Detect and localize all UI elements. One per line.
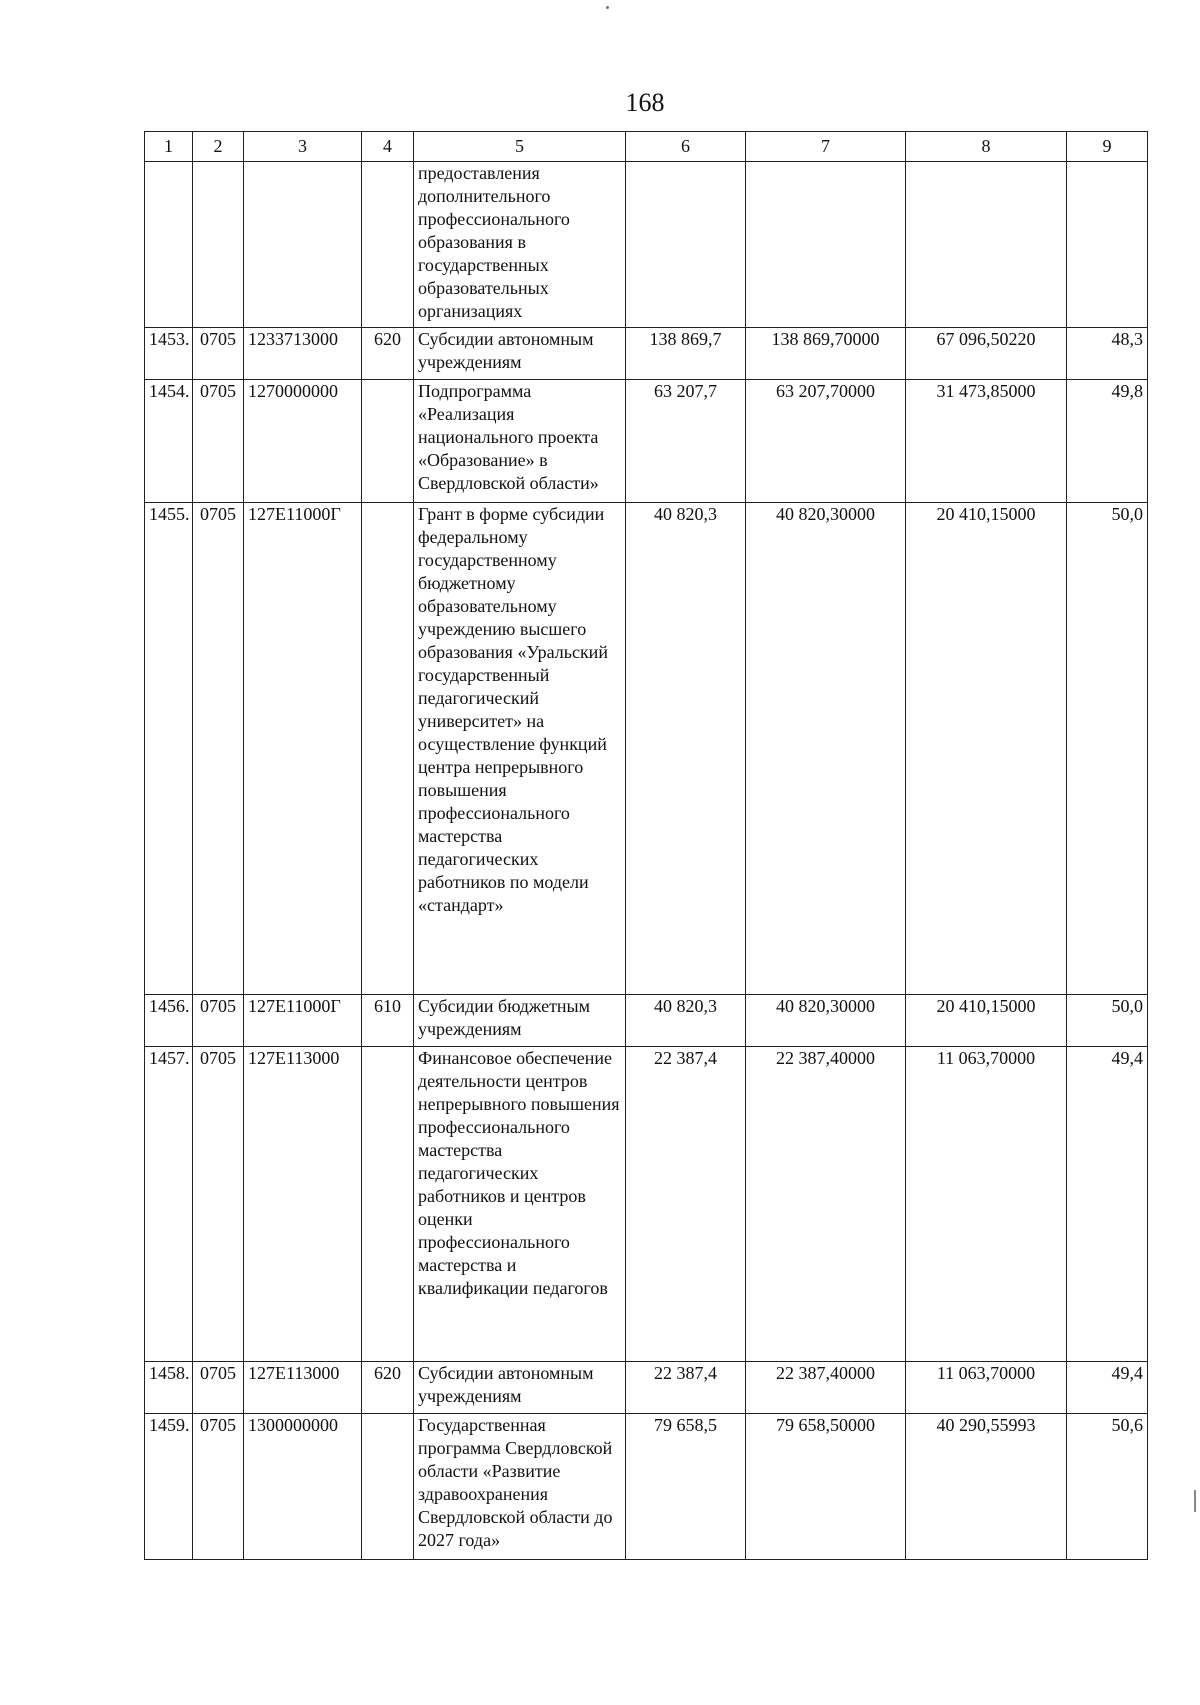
section-code: 0705 bbox=[193, 1414, 244, 1560]
value-col8: 11 063,70000 bbox=[906, 1047, 1067, 1362]
value-col7: 40 820,30000 bbox=[746, 503, 906, 995]
column-header: 9 bbox=[1067, 132, 1148, 162]
value-col7: 22 387,40000 bbox=[746, 1047, 906, 1362]
section-code: 0705 bbox=[193, 995, 244, 1047]
target-article-code: 127E11000Г bbox=[244, 995, 362, 1047]
value-col9: 48,3 bbox=[1067, 328, 1148, 380]
value-col8: 11 063,70000 bbox=[906, 1362, 1067, 1414]
value-col8: 20 410,15000 bbox=[906, 503, 1067, 995]
item-name: Субсидии автономным учреждениям bbox=[414, 1362, 626, 1414]
expense-type-code: 610 bbox=[362, 995, 414, 1047]
table-row bbox=[145, 503, 1148, 995]
value-col9 bbox=[1067, 162, 1148, 328]
value-col7 bbox=[746, 162, 906, 328]
item-name: Субсидии автономным учреждениям bbox=[414, 328, 626, 380]
target-article-code: 1300000000 bbox=[244, 1414, 362, 1560]
value-col7: 79 658,50000 bbox=[746, 1414, 906, 1560]
value-col6 bbox=[626, 162, 746, 328]
column-header: 2 bbox=[193, 132, 244, 162]
value-col9: 50,0 bbox=[1067, 995, 1148, 1047]
column-header: 8 bbox=[906, 132, 1067, 162]
item-name: Грант в форме субсидии федеральному государственному бюджетному образовательному учреждению высшего образования «Уральский государственный педагогический университет» на осуществление функций центра непрерывного повышения профессионального мастерства педагогических работников по модели «стандарт» bbox=[414, 503, 626, 995]
value-col7: 40 820,30000 bbox=[746, 995, 906, 1047]
expense-type-code bbox=[362, 162, 414, 328]
target-article-code: 127E113000 bbox=[244, 1047, 362, 1362]
target-article-code: 1233713000 bbox=[244, 328, 362, 380]
table-row bbox=[145, 328, 1148, 380]
value-col9: 49,4 bbox=[1067, 1362, 1148, 1414]
value-col6: 138 869,7 bbox=[626, 328, 746, 380]
expense-type-code bbox=[362, 1414, 414, 1560]
value-col6: 63 207,7 bbox=[626, 380, 746, 503]
expense-type-code: 620 bbox=[362, 1362, 414, 1414]
expense-type-code bbox=[362, 1047, 414, 1362]
column-header: 6 bbox=[626, 132, 746, 162]
value-col9: 49,4 bbox=[1067, 1047, 1148, 1362]
value-col9: 49,8 bbox=[1067, 380, 1148, 503]
value-col8: 67 096,50220 bbox=[906, 328, 1067, 380]
value-col7: 22 387,40000 bbox=[746, 1362, 906, 1414]
value-col8: 40 290,55993 bbox=[906, 1414, 1067, 1560]
scan-speck bbox=[606, 6, 609, 9]
value-col6: 79 658,5 bbox=[626, 1414, 746, 1560]
expense-type-code: 620 bbox=[362, 328, 414, 380]
column-header: 3 bbox=[244, 132, 362, 162]
item-name: предоставления дополнительного профессионального образования в государственных образовательных организациях bbox=[414, 162, 626, 328]
row-number: 1455. bbox=[145, 503, 193, 995]
column-header: 7 bbox=[746, 132, 906, 162]
row-number: 1456. bbox=[145, 995, 193, 1047]
table-row bbox=[145, 162, 1148, 328]
column-header: 5 bbox=[414, 132, 626, 162]
row-number bbox=[145, 162, 193, 328]
target-article-code: 1270000000 bbox=[244, 380, 362, 503]
section-code: 0705 bbox=[193, 380, 244, 503]
value-col6: 40 820,3 bbox=[626, 503, 746, 995]
expense-type-code bbox=[362, 503, 414, 995]
table-row bbox=[145, 995, 1148, 1047]
header-row bbox=[145, 132, 1148, 162]
target-article-code: 127E113000 bbox=[244, 1362, 362, 1414]
value-col7: 138 869,70000 bbox=[746, 328, 906, 380]
row-number: 1458. bbox=[145, 1362, 193, 1414]
value-col8: 31 473,85000 bbox=[906, 380, 1067, 503]
value-col8: 20 410,15000 bbox=[906, 995, 1067, 1047]
target-article-code bbox=[244, 162, 362, 328]
table-row bbox=[145, 1047, 1148, 1362]
row-number: 1454. bbox=[145, 380, 193, 503]
value-col9: 50,6 bbox=[1067, 1414, 1148, 1560]
column-header: 1 bbox=[145, 132, 193, 162]
page-number: 168 bbox=[625, 88, 665, 117]
value-col6: 22 387,4 bbox=[626, 1362, 746, 1414]
row-number: 1457. bbox=[145, 1047, 193, 1362]
scan-margin-mark bbox=[1194, 1490, 1196, 1512]
section-code: 0705 bbox=[193, 328, 244, 380]
value-col8 bbox=[906, 162, 1067, 328]
row-number: 1453. bbox=[145, 328, 193, 380]
value-col9: 50,0 bbox=[1067, 503, 1148, 995]
value-col7: 63 207,70000 bbox=[746, 380, 906, 503]
item-name: Финансовое обеспечение деятельности центров непрерывного повышения профессионального мастерства педагогических работников и центров оценки профессионального мастерства и квалификации педагогов bbox=[414, 1047, 626, 1362]
target-article-code: 127E11000Г bbox=[244, 503, 362, 995]
section-code bbox=[193, 162, 244, 328]
column-header: 4 bbox=[362, 132, 414, 162]
section-code: 0705 bbox=[193, 503, 244, 995]
expense-type-code bbox=[362, 380, 414, 503]
item-name: Подпрограмма «Реализация национального проекта «Образование» в Свердловской области» bbox=[414, 380, 626, 503]
table-row bbox=[145, 380, 1148, 503]
table-row bbox=[145, 1362, 1148, 1414]
table-row bbox=[145, 1414, 1148, 1560]
value-col6: 22 387,4 bbox=[626, 1047, 746, 1362]
section-code: 0705 bbox=[193, 1047, 244, 1362]
section-code: 0705 bbox=[193, 1362, 244, 1414]
item-name: Субсидии бюджетным учреждениям bbox=[414, 995, 626, 1047]
value-col6: 40 820,3 bbox=[626, 995, 746, 1047]
row-number: 1459. bbox=[145, 1414, 193, 1560]
budget-table bbox=[144, 131, 1148, 1560]
item-name: Государственная программа Свердловской области «Развитие здравоохранения Свердловской области до 2027 года» bbox=[414, 1414, 626, 1560]
